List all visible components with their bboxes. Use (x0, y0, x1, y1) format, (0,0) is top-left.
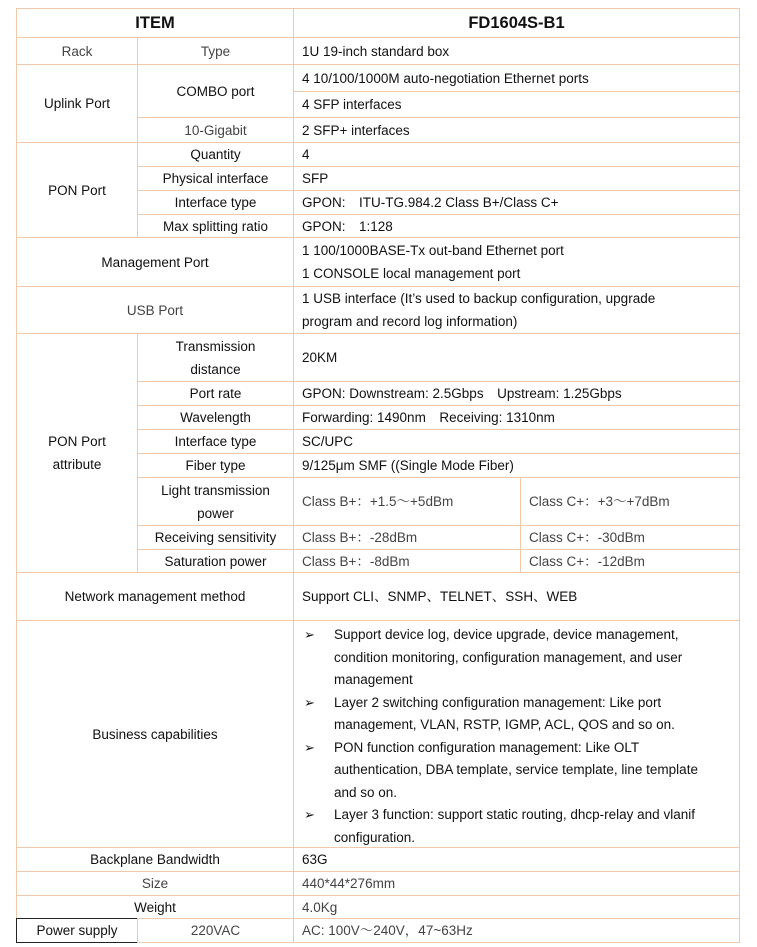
pon-attribute-label-line-1: PON Port (48, 434, 106, 449)
wavelength-value: Forwarding: 1490nm Receiving: 1310nm (293, 405, 740, 430)
business-item-line: management (334, 672, 413, 687)
backplane-label: Backplane Bandwidth (16, 847, 294, 872)
sensitivity-label: Receiving sensitivity (137, 525, 294, 550)
rack-value: 1U 19-inch standard box (293, 37, 740, 65)
business-item-line: configuration. (334, 829, 416, 845)
sensitivity-class-b: Class B+：-28dBm (293, 525, 521, 550)
network-mgmt-label: Network management method (16, 572, 294, 621)
rack-label: Rack (16, 37, 138, 65)
management-port-value-console: 1 CONSOLE local management port (293, 261, 740, 287)
fiber-type-label: Fiber type (137, 453, 294, 478)
combo-value-sfp: 4 SFP interfaces (293, 91, 740, 118)
management-port-label: Management Port (16, 237, 294, 287)
arrow-bullet-icon: ➢ (304, 627, 315, 642)
sensitivity-class-c: Class C+：-30dBm (520, 525, 740, 550)
usb-port-line-1: 1 USB interface (It’s used to backup configuration, upgrade (302, 291, 656, 306)
business-item-line: Layer 3 function: support static routing, dhcp-relay and vlanif (334, 807, 695, 822)
saturation-class-b: Class B+：-8dBm (293, 549, 521, 573)
port-rate-label: Port rate (137, 381, 294, 406)
arrow-bullet-icon: ➢ (304, 739, 315, 755)
pon-physical-label: Physical interface (137, 166, 294, 191)
business-item-line: PON function configuration management: Like OLT (334, 739, 640, 755)
interface-type-value: SC/UPC (293, 429, 740, 454)
rack-type-label: Type (137, 37, 294, 65)
pon-interface-value: GPON: ITU-TG.984.2 Class B+/Class C+ (293, 190, 740, 215)
weight-label: Weight (16, 895, 294, 919)
fiber-type-value: 9/125μm SMF ((Single Mode Fiber) (293, 453, 740, 478)
saturation-class-c: Class C+：-12dBm (520, 549, 740, 573)
pon-attribute-label-line-2: attribute (52, 457, 102, 472)
arrow-bullet-icon: ➢ (304, 807, 315, 822)
light-power-label-line-1: Light transmission (161, 482, 270, 498)
management-port-value-ethernet: 1 100/1000BASE-Tx out-band Ethernet port (293, 237, 740, 262)
business-item-line: authentication, DBA template, service template, line template (334, 762, 698, 777)
interface-type-label: Interface type (137, 429, 294, 454)
power-sub-label: 220VAC (137, 918, 294, 943)
saturation-label: Saturation power (137, 549, 294, 573)
transmission-label-line-2: distance (190, 361, 241, 377)
light-power-label (137, 477, 294, 526)
uplink-label: Uplink Port (16, 64, 138, 143)
port-rate-value: GPON: Downstream: 2.5Gbps Upstream: 1.25Gbps (293, 381, 740, 406)
light-power-label-line-2: power (197, 505, 234, 521)
wavelength-label: Wavelength (137, 405, 294, 430)
business-item-line: Layer 2 switching configuration management: Like port (334, 694, 662, 710)
light-power-class-b: Class B+：+1.5～+5dBm (293, 477, 521, 526)
pon-splitting-label: Max splitting ratio (137, 214, 294, 238)
pon-attribute-label (16, 333, 138, 573)
backplane-value: 63G (293, 847, 740, 872)
arrow-bullet-icon: ➢ (304, 694, 315, 710)
business-item-line: Support device log, device upgrade, device management, (334, 627, 679, 642)
power-value: AC: 100V～240V，47~63Hz (293, 918, 740, 943)
business-item-line: and so on. (334, 784, 398, 800)
weight-value: 4.0Kg (293, 895, 740, 919)
size-value: 440*44*276mm (293, 871, 740, 896)
business-list (294, 624, 739, 848)
combo-label: COMBO port (137, 64, 294, 118)
business-item (302, 692, 731, 737)
pon-quantity-value: 4 (293, 142, 740, 167)
pon-physical-value: SFP (293, 166, 740, 191)
power-label: Power supply (16, 918, 138, 943)
network-mgmt-value: Support CLI、SNMP、TELNET、SSH、WEB (293, 572, 740, 621)
header-item: ITEM (16, 8, 294, 38)
size-label: Size (16, 871, 294, 896)
usb-port-label: USB Port (16, 286, 294, 334)
header-model: FD1604S-B1 (293, 8, 740, 38)
pon-port-label: PON Port (16, 142, 138, 238)
business-item-line: management, VLAN, RSTP, IGMP, ACL, QOS and so on. (334, 717, 675, 732)
transmission-value: 20KM (293, 333, 740, 382)
usb-port-value (293, 286, 740, 334)
pon-splitting-value: GPON: 1:128 (293, 214, 740, 238)
pon-interface-label: Interface type (137, 190, 294, 215)
business-value (293, 620, 740, 848)
business-item (302, 804, 731, 848)
tengig-value: 2 SFP+ interfaces (293, 117, 740, 143)
business-item (302, 737, 731, 805)
light-power-class-c: Class C+：+3～+7dBm (520, 477, 740, 526)
transmission-label-line-1: Transmission (175, 338, 256, 354)
combo-value-ethernet: 4 10/100/1000M auto-negotiation Ethernet ports (293, 64, 740, 92)
business-label: Business capabilities (16, 620, 294, 848)
business-item (302, 624, 731, 692)
tengig-label: 10-Gigabit (137, 117, 294, 143)
transmission-label (137, 333, 294, 382)
usb-port-line-2: program and record log information) (302, 314, 518, 329)
business-item-line: condition monitoring, configuration management, and user (334, 649, 683, 665)
pon-quantity-label: Quantity (137, 142, 294, 167)
